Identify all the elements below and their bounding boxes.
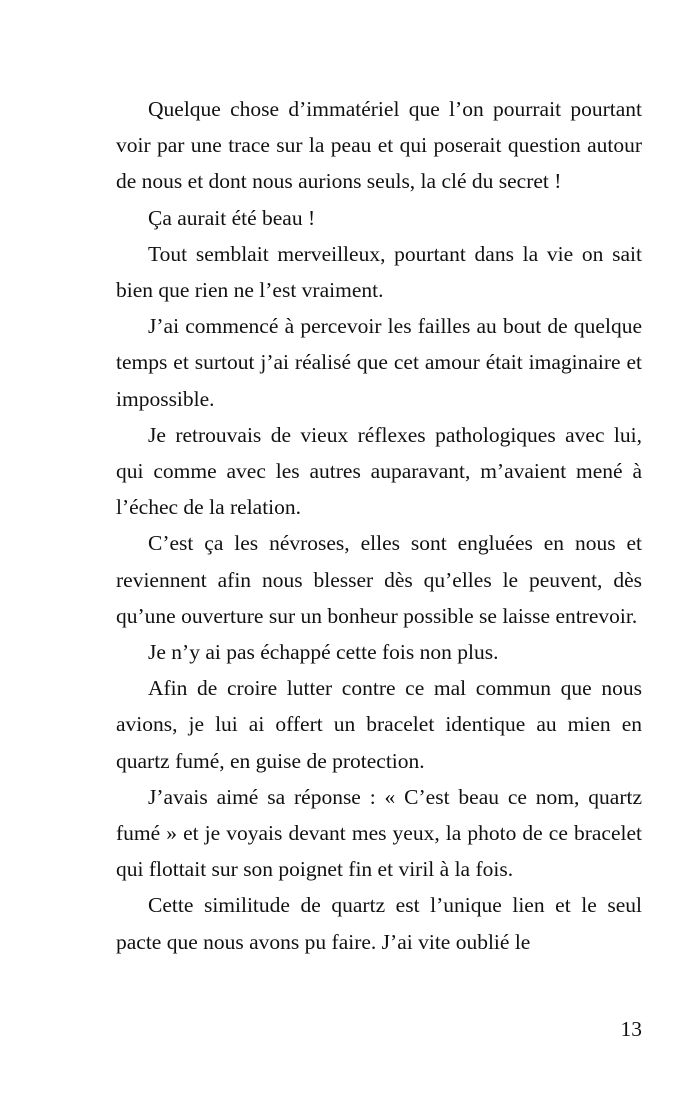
- paragraph-2: Ça aurait été beau !: [148, 205, 316, 230]
- paragraph-7: Je n’y ai pas échappé cette fois non plus.: [148, 640, 499, 665]
- page-number: 13: [620, 1017, 642, 1041]
- paragraph-1: Quelque chose d’immatériel que l’on pourrait pourtant voir par une trace sur la peau et qui poserait question autour de nous et dont nous aurions seuls, la clé du secret !: [116, 97, 642, 194]
- paragraph-8: Afin de croire lutter contre ce mal commun que nous avions, je lui ai offert un bracelet identique au mien en quartz fumé, en guise de protection.: [116, 676, 642, 773]
- paragraph-9: J’avais aimé sa réponse : « C’est beau ce nom, quartz fumé » et je voyais devant mes yeux, la photo de ce bracelet qui flottait sur son poignet fin et viril à la fois.: [116, 784, 642, 882]
- paragraph-3: Tout semblait merveilleux, pourtant dans la vie on sait bien que rien ne l’est vraiment.: [116, 241, 642, 303]
- body-text: [116, 91, 642, 960]
- paragraph-4: J’ai commencé à percevoir les failles au bout de quelque temps et surtout j’ai réalisé que cet amour était imaginaire et impossible.: [116, 314, 642, 411]
- paragraph-6: C’est ça les névroses, elles sont engluées en nous et reviennent afin nous blesser dès qu’elles le peuvent, dès qu’une ouverture sur un bonheur possible se laisse entrevoir.: [116, 531, 642, 628]
- paragraph-10: Cette similitude de quartz est l’unique lien et le seul pacte que nous avons pu faire. J’ai vite oublié le: [116, 893, 642, 954]
- paragraph-5: Je retrouvais de vieux réflexes pathologiques avec lui, qui comme avec les autres auparavant, m’avaient mené à l’échec de la relation.: [116, 422, 642, 520]
